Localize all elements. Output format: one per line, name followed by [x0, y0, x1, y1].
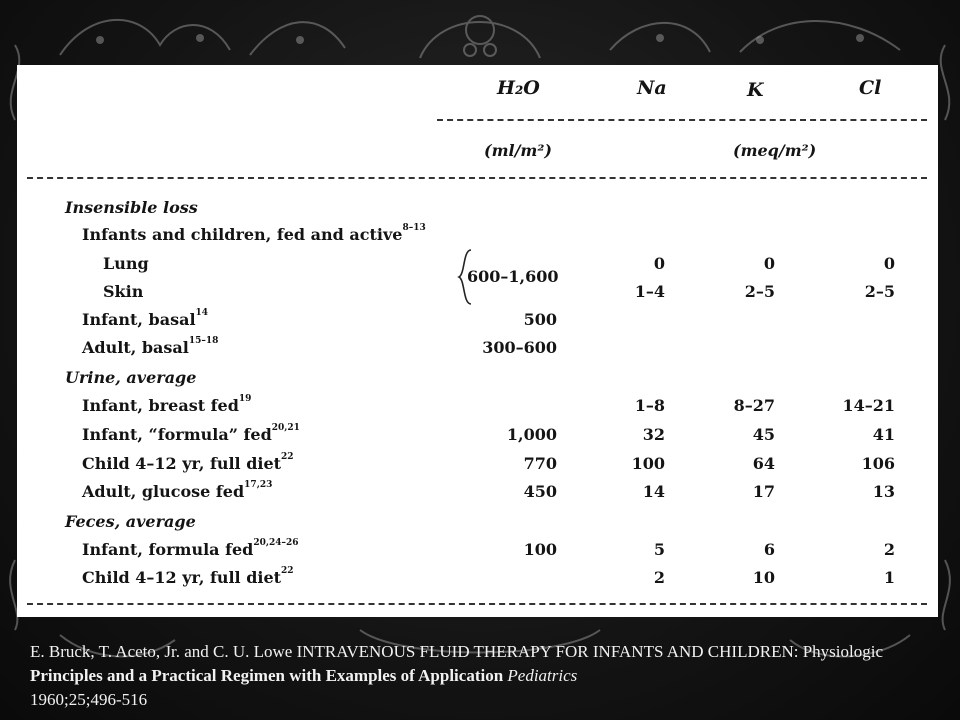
value-urine-infant-breast-cl: 14–21 — [842, 396, 895, 415]
value-lung-k: 0 — [763, 254, 775, 273]
table-bottom-rule — [27, 603, 927, 605]
value-urine-adult-glucose-cl: 13 — [872, 482, 895, 501]
citation-journal: Pediatrics — [503, 666, 578, 685]
row-label-urine-infant-breast: Infant, breast fed$^{19}$ — [82, 394, 252, 415]
row-label-adult-basal: Adult, basal$^{15-18}$ — [82, 336, 219, 357]
citation-authors: E. Bruck, T. Aceto, Jr. and C. U. Lowe — [30, 642, 297, 661]
scanned-table-page — [17, 65, 938, 617]
col-header-cl: Cl — [859, 77, 882, 99]
value-urine-child-cl: 106 — [861, 454, 895, 473]
row-label-urine-child: Child 4–12 yr, full diet$^{22}$ — [82, 452, 294, 473]
value-insensible-h2o-combined: 600–1,600 — [467, 267, 559, 286]
section-feces-average: Feces, average — [65, 512, 196, 531]
value-infant-basal-h2o: 500 — [523, 310, 557, 329]
value-urine-infant-breast-na: 1–8 — [634, 396, 665, 415]
section-urine-average: Urine, average — [65, 368, 197, 387]
value-feces-infant-formula-na: 5 — [653, 540, 665, 559]
value-urine-adult-glucose-k: 17 — [752, 482, 775, 501]
value-feces-child-na: 2 — [653, 568, 665, 587]
citation-title-caps: INTRAVENOUS FLUID THERAPY FOR INFANTS AND CHILDREN: — [296, 642, 799, 661]
value-urine-child-k: 64 — [752, 454, 775, 473]
col-header-k: K — [747, 79, 764, 101]
unit-meq-per-m2: (meq/m²) — [733, 141, 817, 160]
header-rule-bottom — [27, 177, 927, 179]
row-label-feces-infant-formula: Infant, formula fed$^{20,24-26}$ — [82, 538, 299, 559]
value-feces-infant-formula-k: 6 — [763, 540, 775, 559]
col-header-h2o: H₂O — [497, 77, 540, 99]
value-skin-cl: 2–5 — [864, 282, 895, 301]
row-label-lung: Lung — [103, 254, 149, 273]
citation-volume: 1960;25;496-516 — [30, 690, 148, 709]
row-label-urine-infant-formula: Infant, “formula” fed$^{20,21}$ — [82, 423, 300, 444]
value-adult-basal-h2o: 300–600 — [482, 338, 557, 357]
row-label-skin: Skin — [103, 282, 144, 301]
value-feces-child-cl: 1 — [883, 568, 895, 587]
row-label-urine-adult-glucose: Adult, glucose fed$^{17,23}$ — [82, 480, 273, 501]
value-feces-child-k: 10 — [752, 568, 775, 587]
value-urine-infant-formula-k: 45 — [752, 425, 775, 444]
row-label-infants-children: Infants and children, fed and active$^{8-13}$ — [82, 223, 426, 244]
citation-title-bold: Principles and a Practical Regimen with Examples of Application — [30, 666, 504, 685]
value-urine-child-h2o: 770 — [523, 454, 557, 473]
value-feces-infant-formula-cl: 2 — [883, 540, 895, 559]
value-lung-na: 0 — [653, 254, 665, 273]
value-urine-adult-glucose-h2o: 450 — [523, 482, 557, 501]
value-urine-infant-breast-k: 8–27 — [733, 396, 775, 415]
citation-title-plain: Physiologic — [798, 642, 884, 661]
unit-ml-per-m2: (ml/m²) — [484, 141, 552, 160]
header-rule-top — [437, 119, 927, 121]
value-urine-infant-formula-h2o: 1,000 — [506, 425, 557, 444]
citation-text — [30, 640, 935, 712]
col-header-na: Na — [637, 77, 667, 99]
value-skin-na: 1–4 — [634, 282, 665, 301]
value-feces-infant-formula-h2o: 100 — [523, 540, 557, 559]
value-urine-infant-formula-na: 32 — [642, 425, 665, 444]
row-label-infant-basal: Infant, basal$^{14}$ — [82, 308, 209, 329]
value-lung-cl: 0 — [883, 254, 895, 273]
row-label-feces-child: Child 4–12 yr, full diet$^{22}$ — [82, 566, 294, 587]
value-urine-child-na: 100 — [631, 454, 665, 473]
value-urine-adult-glucose-na: 14 — [642, 482, 665, 501]
value-skin-k: 2–5 — [744, 282, 775, 301]
section-insensible-loss: Insensible loss — [65, 198, 198, 217]
value-urine-infant-formula-cl: 41 — [872, 425, 895, 444]
